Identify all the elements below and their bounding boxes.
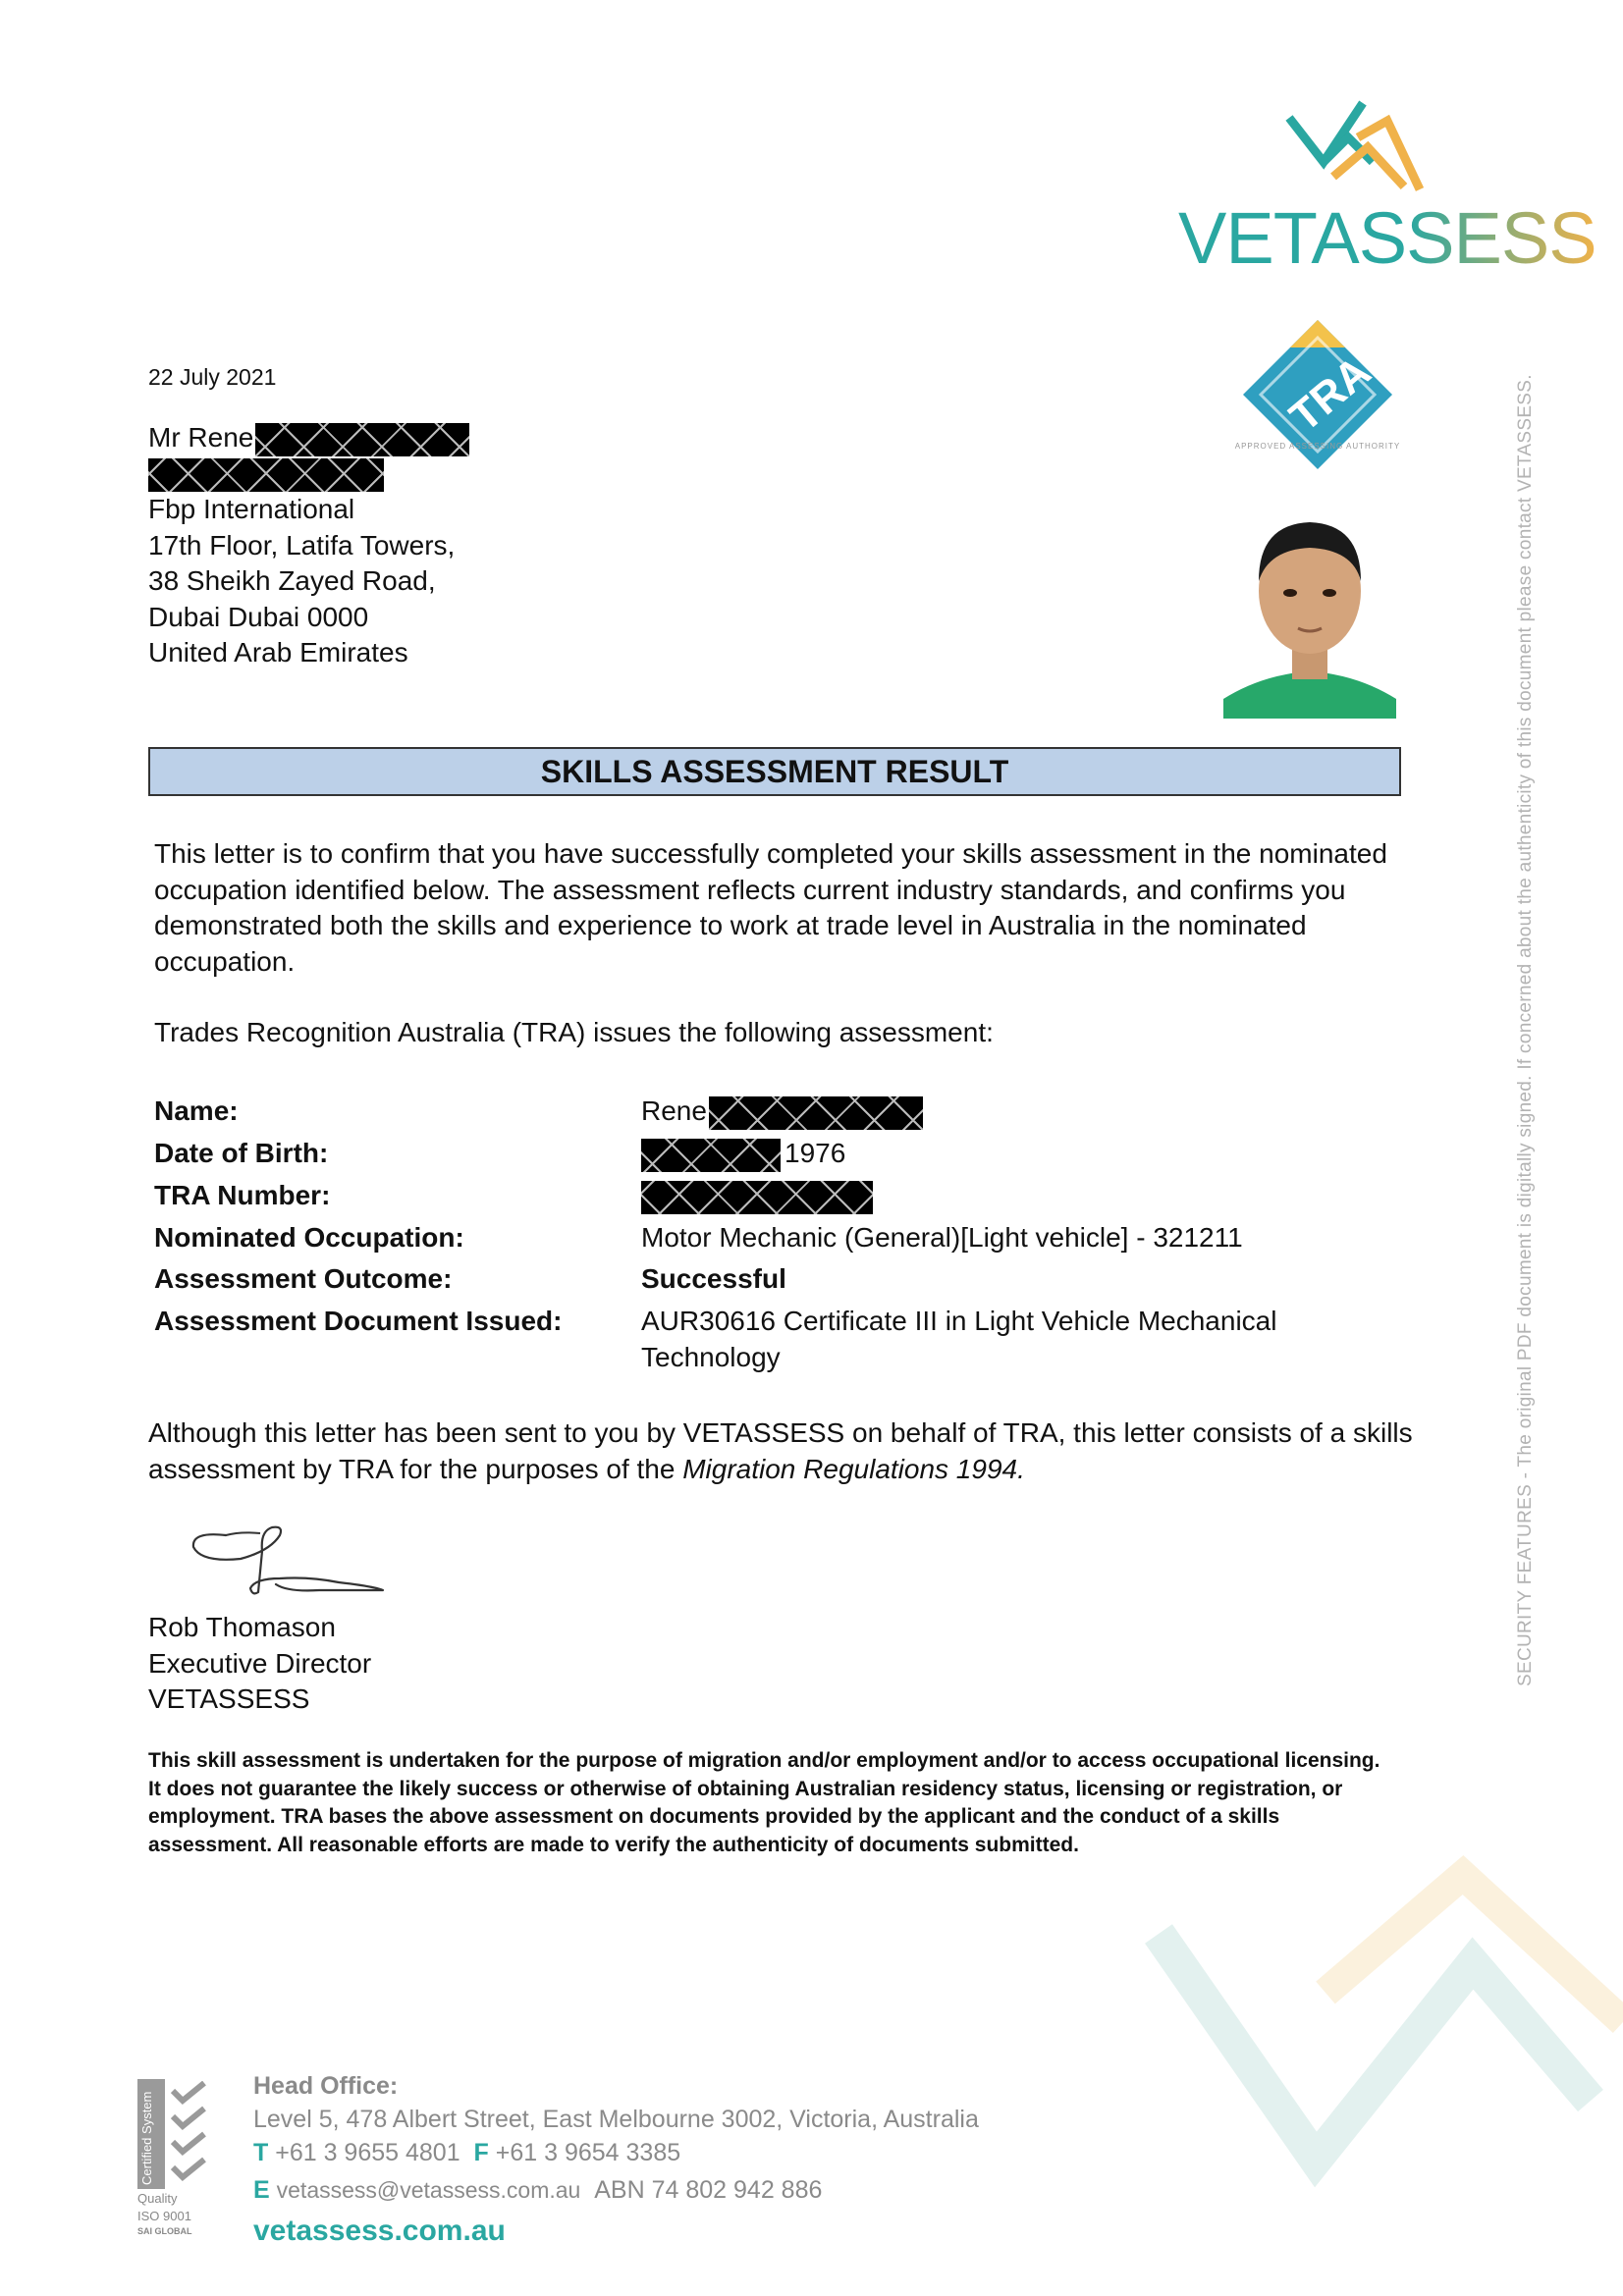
cert-quality: Quality	[137, 2191, 178, 2206]
closing-line: Although this letter has been sent to you by VETASSESS on behalf of TRA, this letter consists of a skills	[148, 1417, 1413, 1448]
signatory-name: Rob Thomason	[148, 1612, 336, 1642]
vetassess-logo	[1176, 93, 1596, 280]
redacted-surname	[255, 423, 469, 456]
document-issued-line: AUR30616 Certificate III in Light Vehicle Mechanical	[641, 1306, 1277, 1336]
name-label: Name:	[154, 1095, 239, 1126]
tra-letters: TRA	[1280, 347, 1380, 442]
cert-sai: SAI GLOBAL	[137, 2226, 192, 2236]
document-issued-line: Technology	[641, 1341, 781, 1372]
address-line: Fbp International	[148, 494, 355, 525]
dob-value: 1976	[784, 1138, 846, 1168]
document-title: SKILLS ASSESSMENT RESULT	[148, 747, 1401, 796]
email-abn-line: E vetassess@vetassess.com.au ABN 74 802 942 886	[253, 2176, 823, 2204]
website-link[interactable]: vetassess.com.au	[253, 2215, 506, 2247]
intro-line: This letter is to confirm that you have successfully completed your skills assessment in the nominated	[154, 838, 1387, 869]
recipient-name-line	[148, 420, 469, 456]
closing-paragraph	[148, 1415, 1413, 1487]
closing-line: assessment by TRA for the purposes of the Migration Regulations 1994.	[148, 1453, 1025, 1484]
occupation-label: Nominated Occupation:	[154, 1222, 464, 1253]
dob-value-row	[641, 1136, 845, 1172]
abn-number: ABN 74 802 942 886	[594, 2176, 823, 2204]
address-line: Dubai Dubai 0000	[148, 601, 369, 632]
dob-label: Date of Birth:	[154, 1138, 329, 1168]
occupation-value: Motor Mechanic (General)[Light vehicle] - 321211	[641, 1222, 1243, 1253]
address-line: United Arab Emirates	[148, 637, 408, 668]
address-line: 38 Sheikh Zayed Road,	[148, 565, 436, 597]
intro-paragraph	[154, 836, 1387, 980]
recipient-salutation: Mr Rene	[148, 422, 254, 453]
name-value-row	[641, 1094, 923, 1130]
intro-line: occupation.	[154, 945, 296, 977]
name-value: Rene	[641, 1095, 707, 1126]
address-line: 17th Floor, Latifa Towers,	[148, 529, 456, 561]
security-features-note: SECURITY FEATURES - The original PDF document is digitally signed. If concerned about the authenticity of this document please contact VETASSESS.	[1515, 374, 1536, 1686]
disclaimer-text: This skill assessment is undertaken for the purpose of migration and/or employment and/or to access occupational licensing. It does not guarantee the likely success or otherwise of obtaining Australian residency status, licensing or registration, or employment. TRA bases the above assessment on documents provided by the applicant and the conduct of a skills assessment. All reasonable efforts are made to verify the authenticity of documents submitted.	[148, 1749, 1380, 1856]
outcome-label: Assessment Outcome:	[154, 1263, 453, 1294]
intro-line: demonstrated both the skills and experience to work at trade level in Australia in the nominated	[154, 910, 1307, 940]
signatory-block	[148, 1610, 371, 1718]
intro-line: occupation identified below. The assessment reflects current industry standards, and confirms you	[154, 874, 1346, 905]
head-office-address: Level 5, 478 Albert Street, East Melbourne 3002, Victoria, Australia	[253, 2106, 979, 2133]
outcome-value: Successful	[641, 1263, 786, 1294]
document-issued-label: Assessment Document Issued:	[154, 1306, 563, 1336]
signatory-org: VETASSESS	[148, 1683, 310, 1714]
redacted-dob	[641, 1139, 781, 1172]
tra-number-value-row	[641, 1178, 873, 1214]
signature-image	[182, 1522, 398, 1600]
cert-vertical-text: Certified System	[139, 2091, 154, 2185]
footer-contact	[253, 2069, 979, 2248]
portrait-image	[1223, 503, 1396, 719]
tra-approved-badge	[1234, 316, 1401, 473]
quality-certification-badge	[137, 2079, 212, 2246]
letter-date: 22 July 2021	[148, 364, 277, 390]
issues-line: Trades Recognition Australia (TRA) issues the following assessment:	[154, 1017, 994, 1047]
checkmarks-icon	[169, 2081, 210, 2189]
legislation-name: Migration Regulations 1994.	[682, 1453, 1025, 1484]
redacted-line	[148, 456, 469, 493]
logo-chevron-mark	[1176, 93, 1540, 201]
phone-number: +61 3 9655 4801	[275, 2139, 460, 2166]
document-issued-value	[641, 1304, 1276, 1375]
watermark-chevron	[1129, 1845, 1623, 2258]
tra-ring-text: APPROVED ASSESSING AUTHORITY	[1234, 442, 1401, 451]
redacted-surname	[709, 1096, 923, 1130]
fax-number: +61 3 9654 3385	[495, 2139, 681, 2166]
recipient-block	[148, 420, 469, 671]
tra-number-label: TRA Number:	[154, 1180, 331, 1210]
email-link[interactable]: vetassess@vetassess.com.au	[276, 2177, 581, 2203]
redacted-tra-number	[641, 1181, 873, 1214]
head-office-label: Head Office:	[253, 2072, 399, 2100]
cert-iso: ISO 9001	[137, 2209, 191, 2223]
logo-wordmark: VETASSESS	[1178, 197, 1596, 279]
phone-fax-line: T +61 3 9655 4801 F +61 3 9654 3385	[253, 2139, 681, 2166]
signatory-title: Executive Director	[148, 1647, 372, 1679]
applicant-photo	[1223, 503, 1396, 719]
